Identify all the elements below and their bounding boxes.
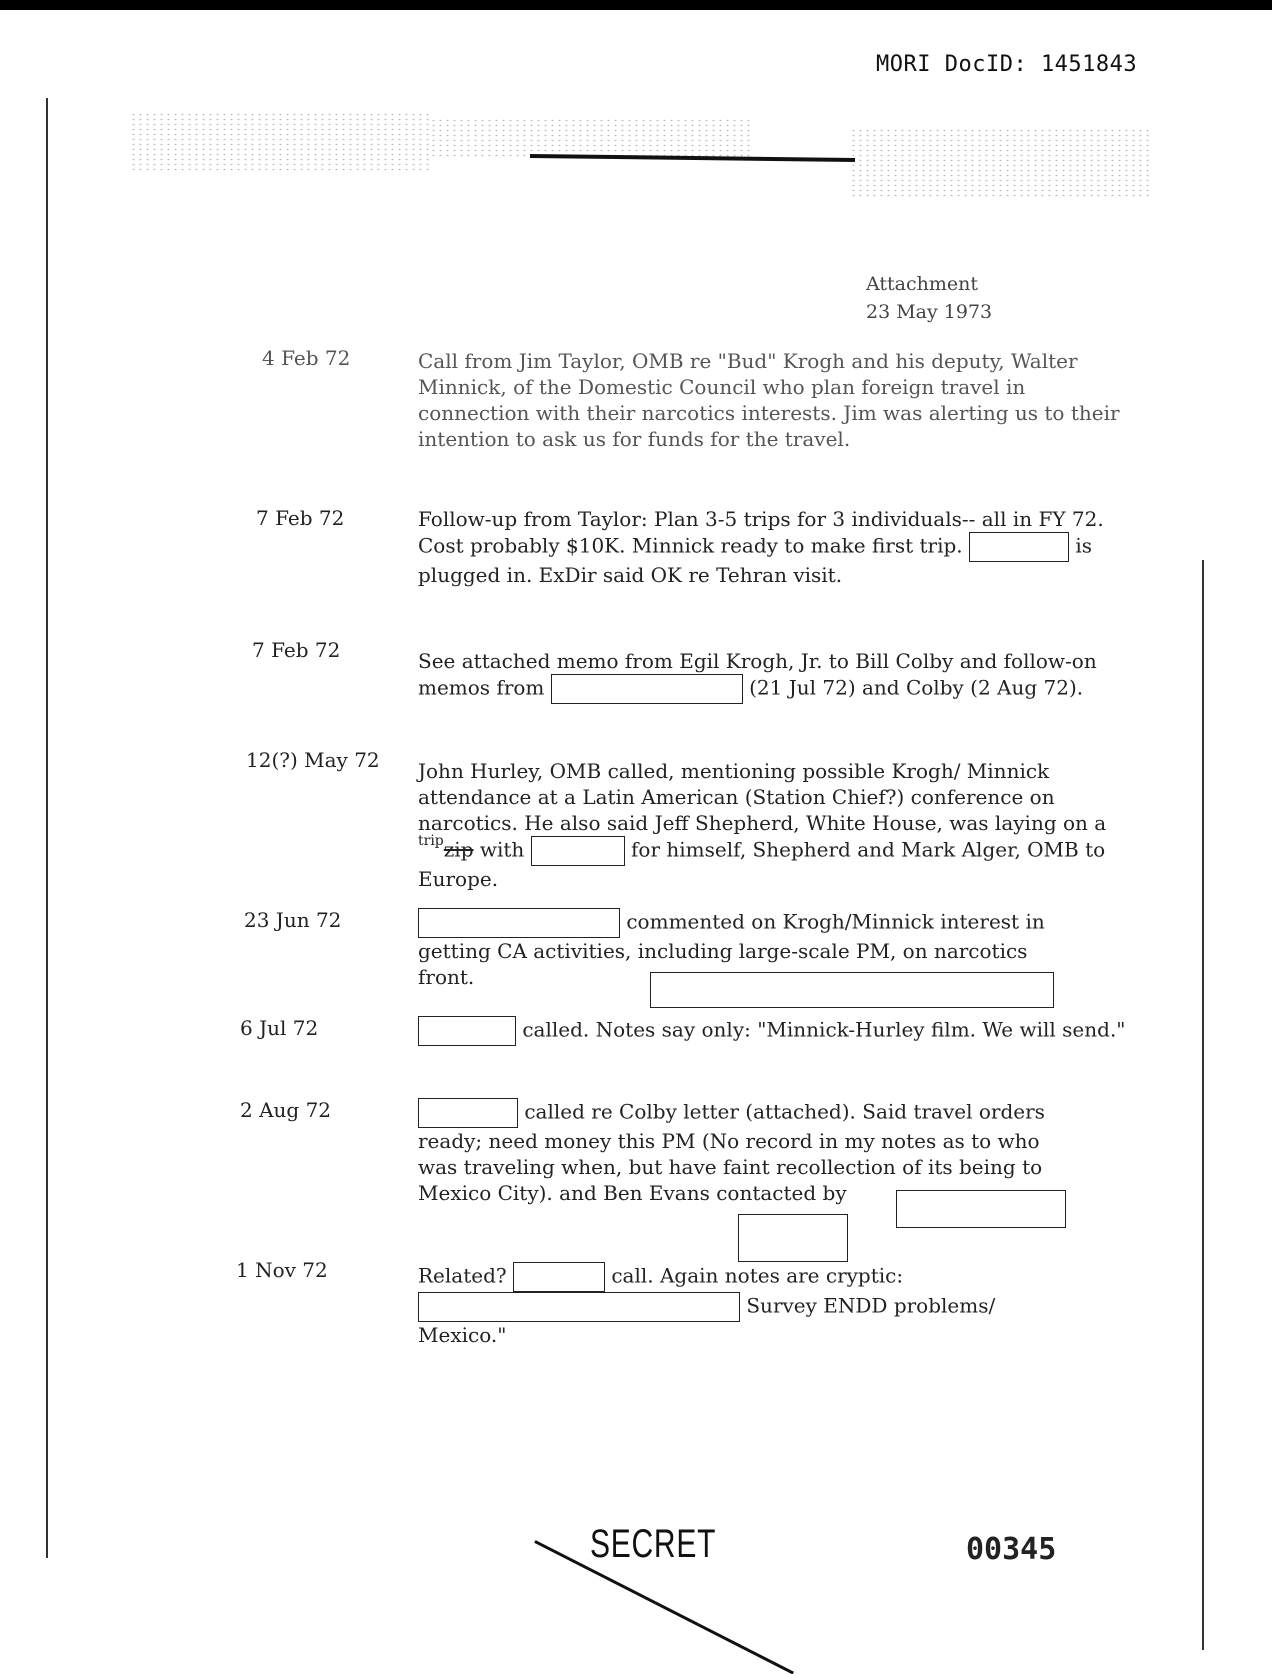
attachment-date: 23 May 1973	[866, 301, 993, 323]
entry-date: 7 Feb 72	[256, 506, 345, 530]
entry-text	[418, 506, 1138, 588]
scan-noise-top-right	[850, 128, 1150, 198]
entry-segment: Call from Jim Taylor, OMB re "Bud" Krogh and his deputy, Walter Minnick, of the Domestic Council who plan foreign travel in connection with their narcotics interests. Jim was alerting us to their intention to ask us for funds for the travel.	[418, 349, 1120, 451]
entry-segment: called. Notes say only: "Minnick-Hurley film. We will send."	[522, 1017, 1126, 1042]
page-number: 00345	[966, 1532, 1057, 1567]
scan-noise-top-center	[430, 118, 750, 158]
entry-text	[418, 1262, 1058, 1348]
redaction-box	[896, 1190, 1066, 1228]
attachment-label: Attachment	[866, 273, 978, 295]
right-margin-line	[1202, 560, 1204, 1650]
scan-noise-top-left	[130, 112, 430, 172]
struck-word: zip	[443, 837, 474, 862]
entry-segment: John Hurley, OMB called, mentioning possible Krogh/ Minnick attendance at a Latin American (Station Chief?) conference on narcotics. He also said Jeff Shepherd, White House, was laying on a	[418, 759, 1107, 835]
entry-date: 7 Feb 72	[252, 638, 341, 662]
entry-segment: called re Colby letter (attached). Said travel orders ready; need money this PM (No record in my notes as to who was traveling when, but have faint recollection of its being to Mexico City).	[418, 1099, 1045, 1205]
entry-segment: Related?	[418, 1263, 507, 1288]
entry-date: 4 Feb 72	[262, 346, 351, 370]
entry-segment: is plugged in. ExDir said OK re Tehran visit.	[418, 533, 1093, 587]
entry-segment: call. Again notes are cryptic:	[611, 1263, 904, 1288]
entry-segment: and Ben Evans contacted by	[559, 1181, 847, 1205]
entry-date: 23 Jun 72	[244, 908, 342, 932]
redaction-box	[969, 532, 1069, 562]
entry-segment: commented on Krogh/Minnick interest in getting CA activities, including large-scale PM, on narcotics front.	[418, 909, 1045, 989]
entry-segment: See attached memo from Egil Krogh, Jr. to Bill Colby and follow-on memos from	[418, 649, 1097, 700]
entry-date: 1 Nov 72	[236, 1258, 328, 1282]
redaction-box	[650, 972, 1054, 1008]
redaction-underline	[530, 154, 855, 162]
mori-doc-id: MORI DocID: 1451843	[876, 52, 1138, 77]
redaction-box	[418, 1016, 516, 1046]
classification-stamp: SECRET	[590, 1522, 717, 1566]
entry-segment: Survey ENDD problems/ Mexico."	[418, 1293, 996, 1347]
entry-text	[418, 758, 1138, 892]
entry-date: 6 Jul 72	[240, 1016, 319, 1040]
entry-text	[418, 1016, 1138, 1046]
entry-text	[418, 348, 1138, 452]
redaction-box	[513, 1262, 605, 1292]
entry-text	[418, 648, 1138, 704]
left-margin-line	[46, 98, 48, 1558]
redaction-box	[738, 1214, 848, 1262]
redaction-box	[418, 1098, 518, 1128]
entry-segment: Follow-up from Taylor: Plan 3-5 trips for 3 individuals-- all in FY 72. Cost probably $10K. Minnick ready to make first trip.	[418, 507, 1104, 558]
entry-segment: with	[479, 837, 525, 862]
entry-segment: (21 Jul 72) and Colby (2 Aug 72).	[749, 675, 1084, 700]
scan-top-border	[0, 0, 1272, 10]
entry-date: 12(?) May 72	[246, 748, 380, 772]
redaction-box	[418, 1292, 740, 1322]
redaction-box	[531, 836, 625, 866]
entry-date: 2 Aug 72	[240, 1098, 332, 1122]
handwritten-insertion: trip	[418, 832, 444, 849]
entry-segment: for himself, Shepherd and Mark Alger, OMB to Europe.	[418, 837, 1106, 891]
attachment-header	[866, 270, 992, 326]
redaction-box	[418, 908, 620, 938]
redaction-box	[551, 674, 743, 704]
